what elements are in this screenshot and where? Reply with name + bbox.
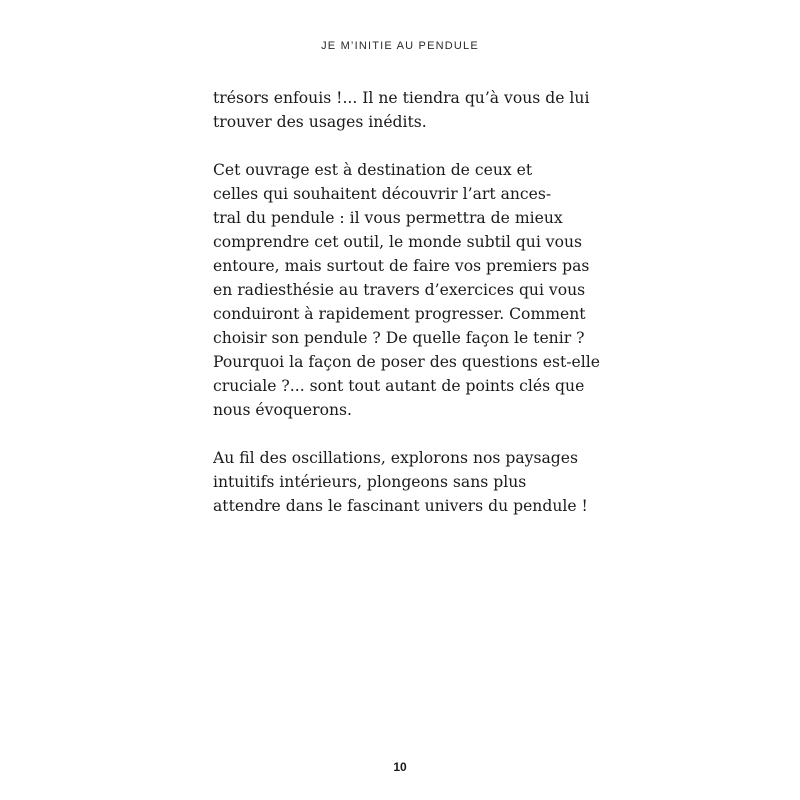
paragraph-3 — [213, 446, 588, 518]
text-line: comprendre cet outil, le monde subtil qui vous — [213, 233, 583, 251]
text-line: trouver des usages inédits. — [213, 113, 427, 131]
running-head: JE M’INITIE AU PENDULE — [321, 40, 479, 52]
text-line: intuitifs intérieurs, plongeons sans plus — [213, 473, 527, 491]
paragraph-2 — [213, 158, 600, 422]
paragraph-1 — [213, 86, 590, 134]
text-line: cruciale ?... sont tout autant de points clés que — [213, 377, 585, 395]
text-line: choisir son pendule ? De quelle façon le tenir ? — [213, 329, 585, 347]
page-number: 10 — [393, 760, 407, 774]
text-line: attendre dans le fascinant univers du pendule ! — [213, 497, 588, 515]
text-line: Au fil des oscillations, explorons nos paysages — [213, 449, 578, 467]
text-line: nous évoquerons. — [213, 401, 352, 419]
text-line: Cet ouvrage est à destination de ceux et — [213, 161, 533, 179]
text-line: trésors enfouis !... Il ne tiendra qu’à vous de lui — [213, 89, 590, 107]
text-line: tral du pendule : il vous permettra de mieux — [213, 209, 563, 227]
text-line: Pourquoi la façon de poser des questions est-elle — [213, 353, 600, 371]
text-line: conduiront à rapidement progresser. Comment — [213, 305, 586, 323]
body-text — [213, 86, 600, 542]
text-line: celles qui souhaitent découvrir l’art ances- — [213, 185, 552, 203]
text-line: entoure, mais surtout de faire vos premiers pas — [213, 257, 590, 275]
text-line: en radiesthésie au travers d’exercices qui vous — [213, 281, 586, 299]
